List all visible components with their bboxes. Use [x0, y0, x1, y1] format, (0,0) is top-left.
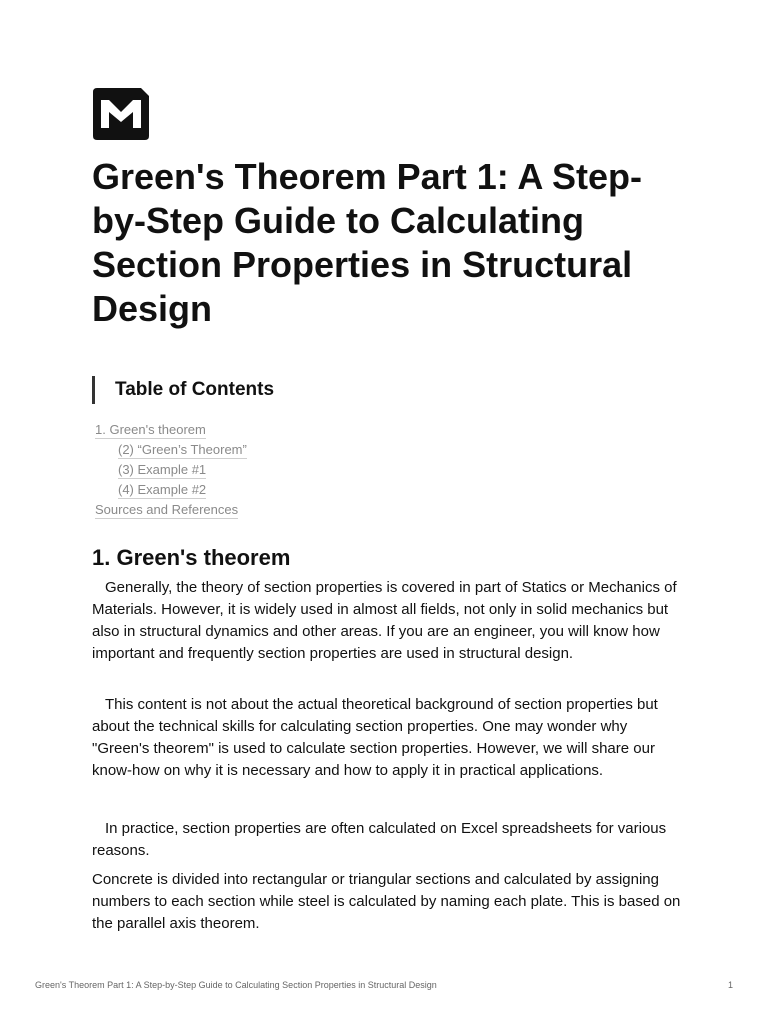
- toc-item: [92, 501, 692, 521]
- section-heading: 1. Green's theorem: [92, 545, 291, 570]
- toc-link-greens-theorem-subsection[interactable]: (2) “Green’s Theorem”: [118, 442, 247, 457]
- toc-list: [92, 421, 692, 521]
- toc-item: [92, 441, 692, 461]
- toc-link-sources-references[interactable]: Sources and References: [95, 502, 239, 517]
- paragraph-greens-theorem-purpose: This content is not about the actual theoretical background of section properties but about the technical skills for calculating section properties. One may wonder why "Green's theorem" is used to calculate section properties. However, we will share our know-how on why it is necessary and how to apply it in practical applications.: [92, 696, 658, 779]
- paragraph-concrete-steel-method: Concrete is divided into rectangular or triangular sections and calculated by assigning numbers to each section while steel is calculated by naming each plate. This is based on the parallel axis theorem.: [92, 871, 681, 932]
- toc-link-example-2[interactable]: (4) Example #2: [118, 482, 207, 497]
- m-logo-icon: [93, 88, 149, 140]
- table-of-contents: [92, 376, 692, 537]
- toc-item: [92, 481, 692, 501]
- page-footer: [35, 979, 733, 993]
- page-number: 1: [727, 980, 733, 990]
- toc-heading: Table of Contents: [92, 376, 692, 404]
- toc-link-example-1[interactable]: (3) Example #1: [118, 462, 207, 477]
- document-title: Green's Theorem Part 1: A Step-by-Step Guide to Calculating Section Properties in Structural Design: [92, 156, 643, 329]
- toc-link-greens-theorem[interactable]: 1. Green's theorem: [95, 422, 206, 437]
- toc-item: [92, 461, 692, 481]
- paragraph-section-properties-overview: Generally, the theory of section properties is covered in part of Statics or Mechanics of Materials. However, it is widely used in almost all fields, not only in solid mechanics but also in structural dynamics and other areas. If you are an engineer, you will know how important and frequently section properties are used in structural design.: [92, 579, 677, 662]
- footer-title: Green's Theorem Part 1: A Step-by-Step Guide to Calculating Section Properties in Structural Design: [35, 980, 437, 990]
- paragraph-excel-practice: In practice, section properties are often calculated on Excel spreadsheets for various reasons.: [92, 820, 667, 859]
- toc-item: [92, 421, 692, 441]
